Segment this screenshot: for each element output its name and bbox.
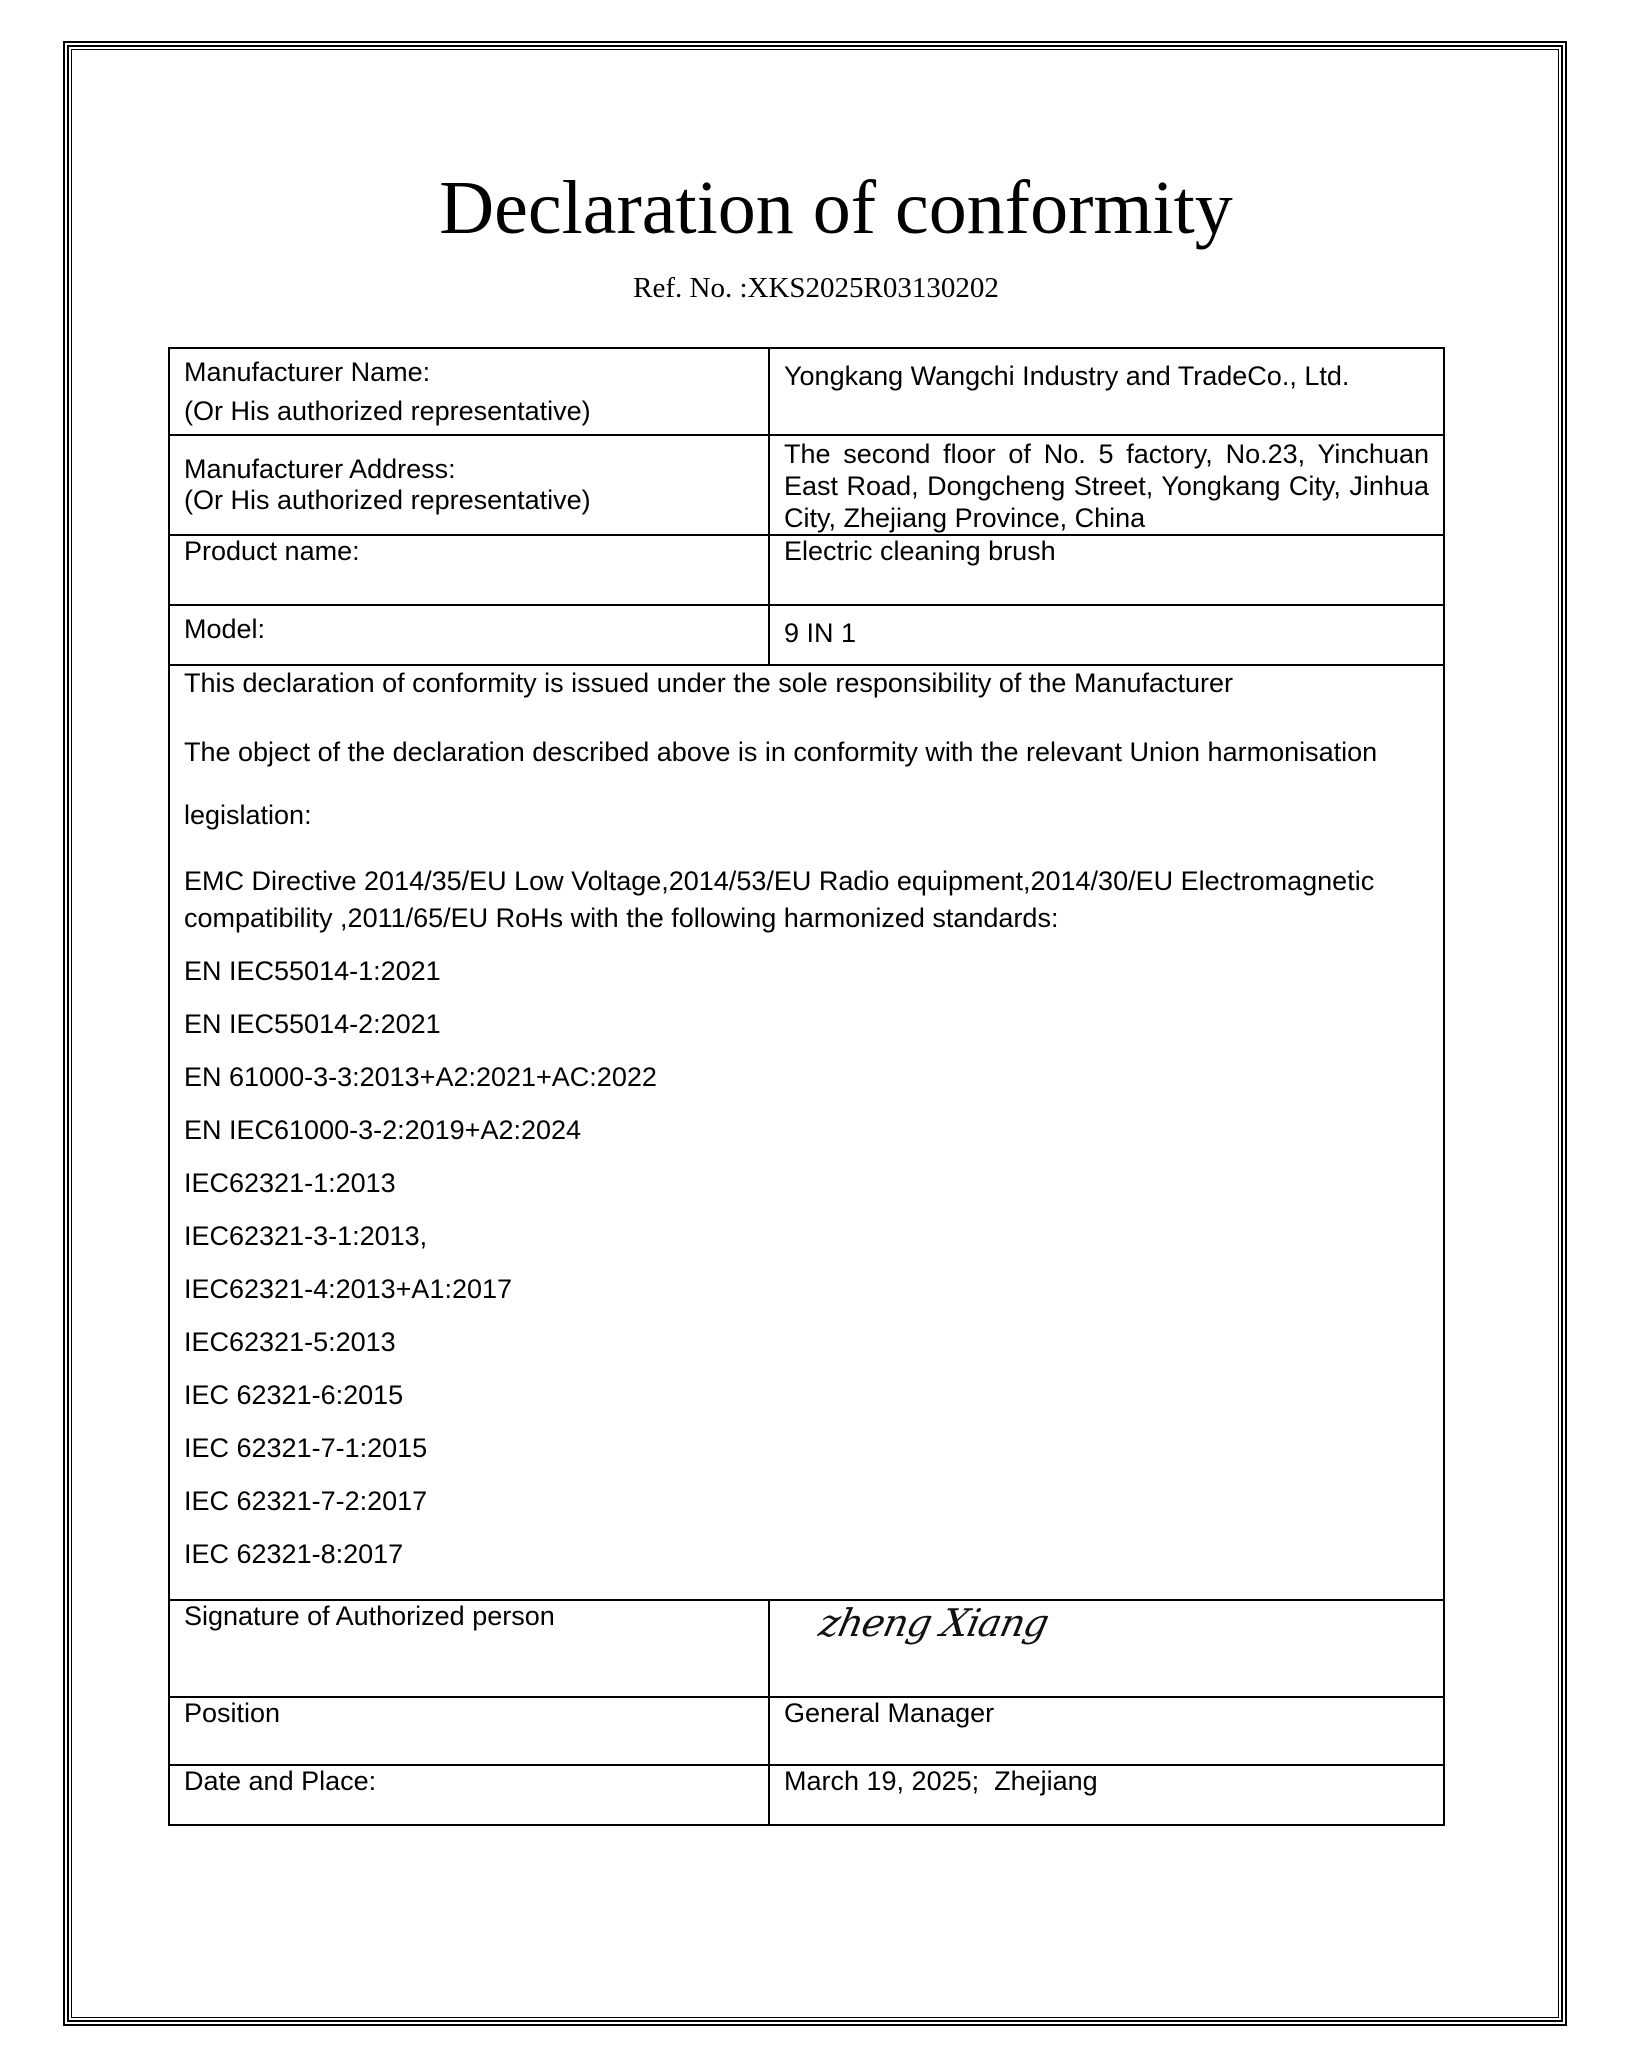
value-text: Yongkang Wangchi Industry and TradeCo., Ltd. xyxy=(784,361,1350,391)
row-position xyxy=(169,1697,1444,1765)
label-subline: (Or His authorized representative) xyxy=(184,485,591,515)
product-name-label: Product name: xyxy=(169,535,769,605)
conformity-statement-continued: legislation: xyxy=(184,800,312,830)
product-name-value: Electric cleaning brush xyxy=(769,535,1444,605)
manufacturer-address-label xyxy=(169,435,769,535)
row-declaration-body xyxy=(169,665,1444,1600)
date-place-label: Date and Place: xyxy=(169,1765,769,1825)
model-label xyxy=(169,605,769,665)
standard-item: IEC62321-3-1:2013, xyxy=(184,1221,428,1251)
manufacturer-name-label xyxy=(169,348,769,435)
value-text: 9 IN 1 xyxy=(784,618,857,648)
row-product-name xyxy=(169,535,1444,605)
row-manufacturer-name xyxy=(169,348,1444,435)
page-title: Declaration of conformity xyxy=(439,166,1233,250)
standard-item: IEC62321-5:2013 xyxy=(184,1327,396,1357)
conformity-statement: The object of the declaration described above is in conformity with the relevant Union harmonisation xyxy=(184,737,1378,767)
responsibility-statement: This declaration of conformity is issued under the sole responsibility of the Manufacturer xyxy=(184,668,1234,698)
label-line: Manufacturer Address: xyxy=(184,454,456,484)
label-text: Model: xyxy=(184,614,266,644)
declaration-body xyxy=(169,665,1444,1600)
standard-item: EN IEC61000-3-2:2019+A2:2024 xyxy=(184,1115,582,1145)
standard-item: IEC 62321-7-1:2015 xyxy=(184,1433,428,1463)
directives-statement: EMC Directive 2014/35/EU Low Voltage,2014/53/EU Radio equipment,2014/30/EU Electromagnetic compatibility ,2011/65/EU RoHs with the following harmonized standards: xyxy=(184,866,1375,933)
standard-item: EN IEC55014-1:2021 xyxy=(184,956,441,986)
model-value xyxy=(769,605,1444,665)
standard-item: IEC 62321-6:2015 xyxy=(184,1380,404,1410)
standard-item: IEC 62321-8:2017 xyxy=(184,1539,404,1569)
manufacturer-address-value: The second floor of No. 5 factory, No.23, Yinchuan East Road, Dongcheng Street, Yongkang City, Jinhua City, Zhejiang Province, China xyxy=(769,435,1444,535)
row-signature xyxy=(169,1600,1444,1697)
manufacturer-name-value xyxy=(769,348,1444,435)
standard-item: IEC 62321-7-2:2017 xyxy=(184,1486,428,1516)
signature-cell xyxy=(769,1600,1444,1697)
row-date-place xyxy=(169,1765,1444,1825)
declaration-table xyxy=(168,347,1445,1826)
standard-item: IEC62321-1:2013 xyxy=(184,1168,396,1198)
row-model xyxy=(169,605,1444,665)
reference-number: Ref. No. :XKS2025R03130202 xyxy=(633,272,999,304)
standard-item: IEC62321-4:2013+A1:2017 xyxy=(184,1274,513,1304)
signature-label: Signature of Authorized person xyxy=(169,1600,769,1697)
row-manufacturer-address xyxy=(169,435,1444,535)
label-line: Manufacturer Name: xyxy=(184,357,431,387)
standard-item: EN IEC55014-2:2021 xyxy=(184,1009,441,1039)
handwritten-signature: zheng Xiang xyxy=(815,1601,1053,1645)
date-place-value: March 19, 2025; Zhejiang xyxy=(769,1765,1444,1825)
position-value: General Manager xyxy=(769,1697,1444,1765)
position-label: Position xyxy=(169,1697,769,1765)
label-subline: (Or His authorized representative) xyxy=(184,396,591,426)
standard-item: EN 61000-3-3:2013+A2:2021+AC:2022 xyxy=(184,1062,657,1092)
